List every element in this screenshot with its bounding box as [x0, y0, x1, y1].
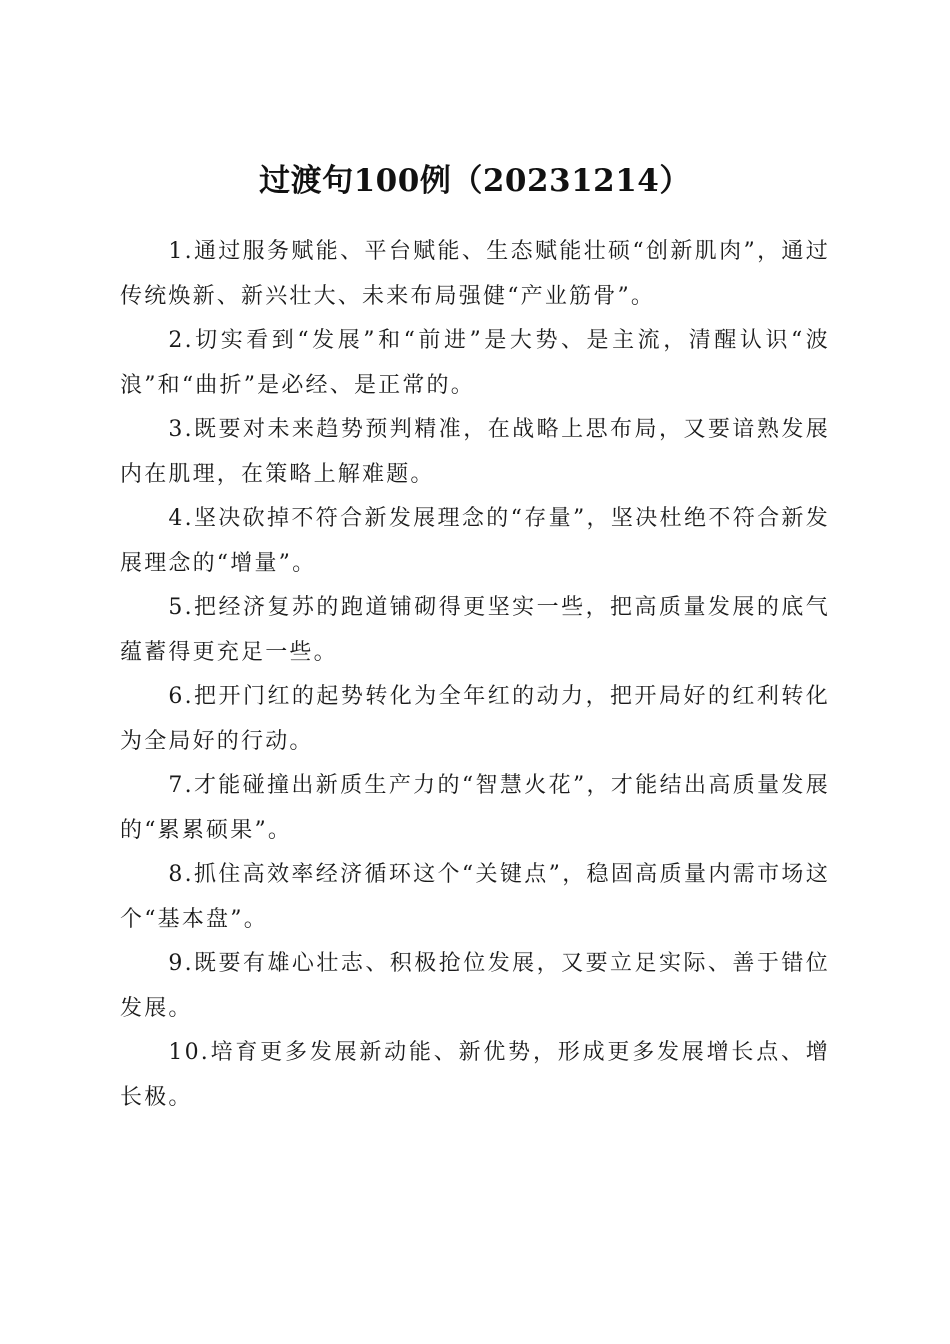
paragraph-8: 8.抓住高效率经济循环这个“关键点”，稳固高质量内需市场这个“基本盘”。	[120, 862, 830, 932]
paragraph-10: 10.培育更多发展新动能、新优势，形成更多发展增长点、增长极。	[120, 1040, 830, 1110]
paragraph-6: 6.把开门红的起势转化为全年红的动力，把开局好的红利转化为全局好的行动。	[120, 684, 830, 754]
paragraph-7: 7.才能碰撞出新质生产力的“智慧火花”，才能结出高质量发展的“累累硕果”。	[120, 773, 830, 843]
paragraph-5: 5.把经济复苏的跑道铺砌得更坚实一些，把高质量发展的底气蕴蓄得更充足一些。	[120, 595, 830, 665]
paragraph-1: 1.通过服务赋能、平台赋能、生态赋能壮硕“创新肌肉”，通过传统焕新、新兴壮大、未来布局强健“产业筋骨”。	[120, 239, 830, 309]
paragraph-2: 2.切实看到“发展”和“前进”是大势、是主流，清醒认识“波浪”和“曲折”是必经、是正常的。	[120, 328, 830, 398]
paragraph-9: 9.既要有雄心壮志、积极抢位发展，又要立足实际、善于错位发展。	[120, 951, 830, 1021]
paragraph-4: 4.坚决砍掉不符合新发展理念的“存量”，坚决杜绝不符合新发展理念的“增量”。	[120, 506, 830, 576]
paragraph-3: 3.既要对未来趋势预判精准，在战略上思布局，又要谙熟发展内在肌理，在策略上解难题。	[120, 417, 830, 487]
document-title: 过渡句100例（20231214）	[259, 162, 691, 199]
document-body	[120, 230, 830, 1120]
